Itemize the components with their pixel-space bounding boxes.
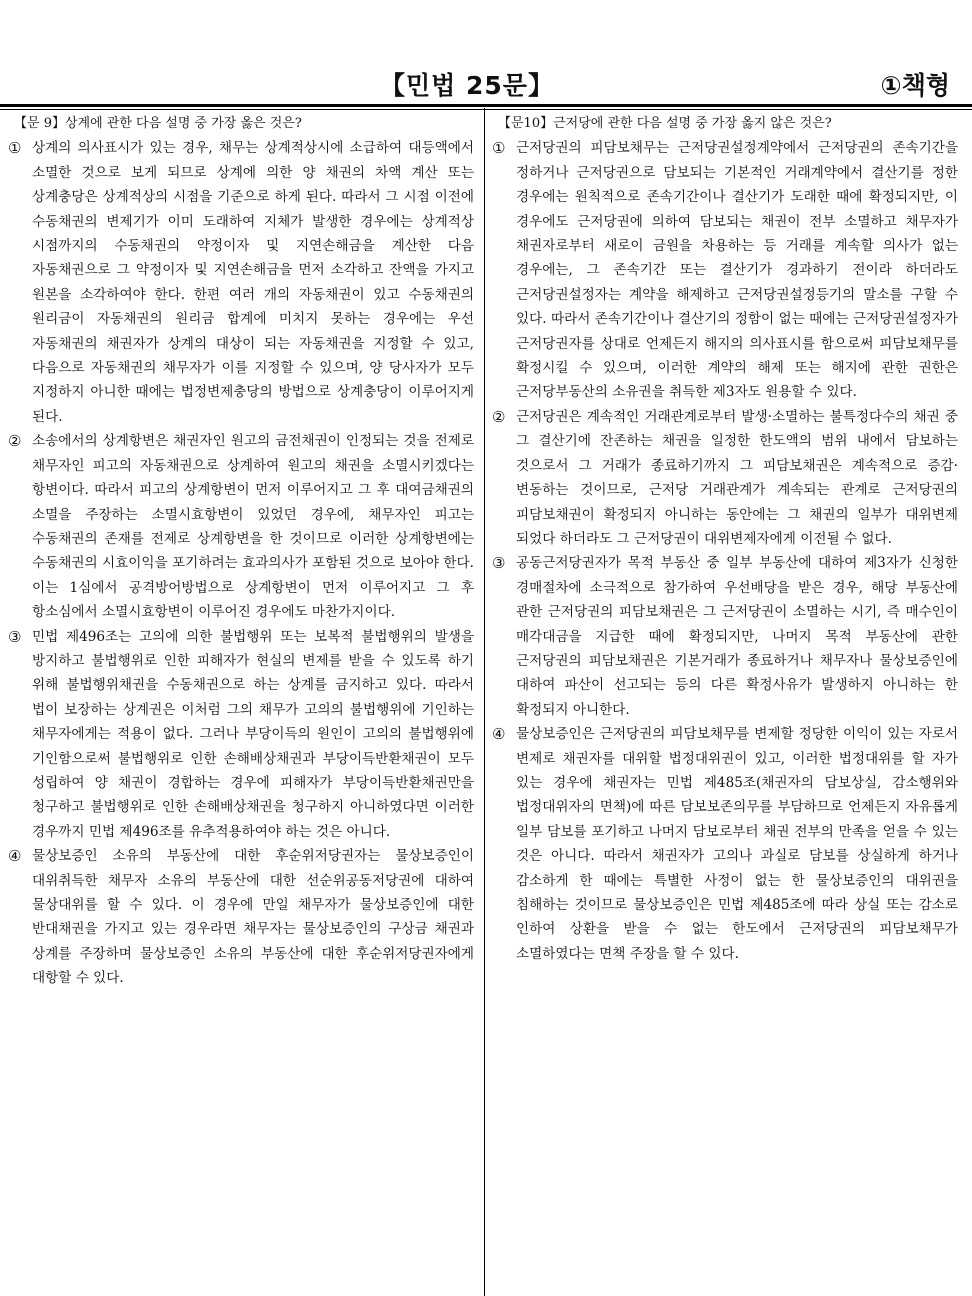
option-text: 공동근저당권자가 목적 부동산 중 일부 부동산에 대하여 제3자가 신청한 경매절차에 소극적으로 참가하여 우선배당을 받은 경우, 해당 부동산에 관한 근저당권의 피담보채권은 그 근저당권이 소멸하는 시기, 즉 매수인이 매각대금을 지급한 때에 확정되지만, 나머지 목적 부동산에 관한 근저당권의 피담보채권은 기본거래가 종료하거나 채무자나 물상보증인에 대하여 파산이 선고되는 등의 다른 확정사유가 발생하지 아니하는 한 확정되지 아니한다. [516, 555, 958, 718]
option-1 [8, 136, 474, 429]
option-number: ④ [492, 725, 506, 744]
exam-title: 【민법 25문】 [380, 71, 554, 100]
option-text: 상계의 의사표시가 있는 경우, 채무는 상계적상시에 소급하여 대등액에서 소멸한 것으로 보게 되므로 상계에 의한 양 채권의 차액 계산 또는 상계충당은 상계적상의 시점을 기준으로 하게 된다. 따라서 그 시점 이전에 수동채권의 변제기가 이미 도래하여 지체가 발생한 경우에는 상계적상 시점까지의 수동채권의 약정이자 및 지연손해금을 계산한 다음 자동채권으로 그 약정이자 및 지연손해금을 먼저 소각하고 잔액을 가지고 원본을 소각하여야 한다. 한편 여러 개의 자동채권이 있고 수동채권의 원리금이 자동채권의 원리금 합계에 미치지 못하는 경우에는 우선 자동채권의 채권자가 상계의 대상이 되는 자동채권을 지정할 수 있고, 다음으로 자동채권의 채무자가 이를 지정할 수 있으며, 양 당사자가 모두 지정하지 아니한 때에는 법정변제충당의 방법으로 상계충당이 이루어지게 된다. [32, 140, 474, 425]
header-rule-thin [0, 109, 972, 110]
question-heading: 【문10】근저당에 관한 다음 설명 중 가장 옳지 않은 것은? [498, 116, 832, 131]
question-10 [492, 112, 958, 966]
option-number: ① [492, 139, 506, 158]
option-4 [492, 722, 958, 966]
option-text: 민법 제496조는 고의에 의한 불법행위 또는 보복적 불법행위의 발생을 방지하고 불법행위로 인한 피해자가 현실의 변제를 받을 수 있도록 하기 위해 불법행위채권을 수동채권으로 하는 상계를 금지하고 있다. 따라서 법이 보장하는 상계권은 이처럼 그의 채무가 고의의 불법행위에 기인하는 채무자에게는 적용이 없다. 그러나 부당이득의 원인이 고의의 불법행위에 기인함으로써 불법행위로 인한 손해배상채권과 부당이득반환채권이 모두 성립하여 양 채권이 경합하는 경우에 피해자가 부당이득반환채권만을 청구하고 불법행위로 인한 손해배상채권을 청구하지 아니하였다면 이러한 경우까지 민법 제496조를 유추적용하여야 하는 것은 아니다. [32, 628, 474, 840]
option-text: 소송에서의 상계항변은 채권자인 원고의 금전채권이 인정되는 것을 전제로 채무자인 피고의 자동채권으로 상계하여 원고의 채권을 소멸시키겠다는 항변이다. 따라서 피고의 상계항변이 먼저 이루어지고 그 후 대여금채권의 소멸을 주장하는 소멸시효항변이 있었던 경우에, 채무자인 피고는 수동채권의 존재를 전제로 상계항변을 한 것이므로 이러한 상계항변에는 수동채권의 시효이익을 포기하려는 효과의사가 포함된 것으로 보아야 한다. 이는 1심에서 공격방어방법으로 상계항변이 먼저 이루어지고 그 후 항소심에서 소멸시효항변이 이루어진 경우에도 마찬가지이다. [32, 433, 474, 621]
option-3 [492, 551, 958, 722]
page-header [0, 62, 972, 106]
option-number: ② [492, 407, 506, 426]
option-2 [8, 429, 474, 624]
option-number: ③ [8, 627, 22, 646]
option-4 [8, 844, 474, 990]
question-9 [8, 112, 474, 991]
option-text: 물상보증인은 근저당권의 피담보채무를 변제할 정당한 이익이 있는 자로서 변제로 채권자를 대위할 법정대위권이 있고, 이러한 법정대위를 할 자가 있는 경우에 채권자는 민법 제485조(채권자의 담보상실, 감소행위와 법정대위자의 면책)에 따른 담보보존의무를 부담하므로 언제든지 자유롭게 일부 담보를 포기하고 나머지 담보로부터 채권 전부의 만족을 얻을 수 있는 것은 아니다. 따라서 채권자가 고의나 과실로 담보를 상실하게 하거나 감소하게 한 때에는 특별한 사정이 없는 한 물상보증인의 대위권을 침해하는 것이므로 물상보증인은 민법 제485조에 따라 상실 또는 감소로 인하여 상환을 받을 수 없는 한도에서 근저당권의 피담보채무가 소멸하였다는 면책 주장을 할 수 있다. [516, 726, 958, 962]
option-number: ④ [8, 847, 22, 866]
option-1 [492, 136, 958, 404]
option-3 [8, 625, 474, 845]
option-text: 물상보증인 소유의 부동산에 대한 후순위저당권자는 물상보증인이 대위취득한 채무자 소유의 부동산에 대한 선순위공동저당권에 대하여 물상대위를 할 수 있다. 이 경우에 만일 채무자가 물상보증인에 대한 반대채권을 가지고 있는 경우라면 채무자는 물상보증인의 구상금 채권과 상계를 주장하며 물상보증인 소유의 부동산에 대한 후순위저당권자에게 대항할 수 있다. [32, 848, 474, 987]
question-heading: 【문 9】상계에 관한 다음 설명 중 가장 옳은 것은? [14, 116, 302, 131]
option-2 [492, 405, 958, 551]
option-number: ② [8, 432, 22, 451]
booklet-type: ①책형 [880, 71, 950, 100]
option-text: 근저당권은 계속적인 거래관계로부터 발생·소멸하는 불특정다수의 채권 중 그 결산기에 잔존하는 채권을 일정한 한도액의 범위 내에서 담보하는 것으로서 그 거래가 종료하기까지 그 피담보채권은 계속적으로 증감·변동하는 것이므로, 근저당 거래관계가 계속되는 관계로 근저당권의 피담보채권이 확정되지 아니하는 동안에는 그 채권의 일부가 대위변제 되었다 하더라도 그 근저당권이 대위변제자에게 이전될 수 없다. [516, 408, 958, 547]
header-rule-thick [0, 104, 972, 107]
option-number: ① [8, 139, 22, 158]
option-text: 근저당권의 피담보채무는 근저당권설정계약에서 근저당권의 존속기간을 정하거나 근저당권으로 담보되는 기본적인 거래계약에서 결산기를 정한 경우에는 원칙적으로 존속기간이나 결산기가 도래한 때에 확정되지만, 이 경우에도 근저당권에 의하여 담보되는 채권이 전부 소멸하고 채무자가 채권자로부터 새로이 금원을 차용하는 등 거래를 계속할 의사가 없는 경우에는, 그 존속기간 또는 결산기가 경과하기 전이라 하더라도 근저당권설정자는 계약을 해제하고 근저당권설정등기의 말소를 구할 수 있다. 따라서 존속기간이나 결산기의 정함이 없는 때에는 근저당권설정자가 근저당권자를 상대로 언제든지 해지의 의사표시를 함으로써 피담보채무를 확정시킬 수 있으며, 이러한 계약의 해제 또는 해지에 관한 권한은 근저당부동산의 소유권을 취득한 제3자도 원용할 수 있다. [516, 140, 958, 401]
column-divider [484, 108, 485, 1296]
option-number: ③ [492, 554, 506, 573]
